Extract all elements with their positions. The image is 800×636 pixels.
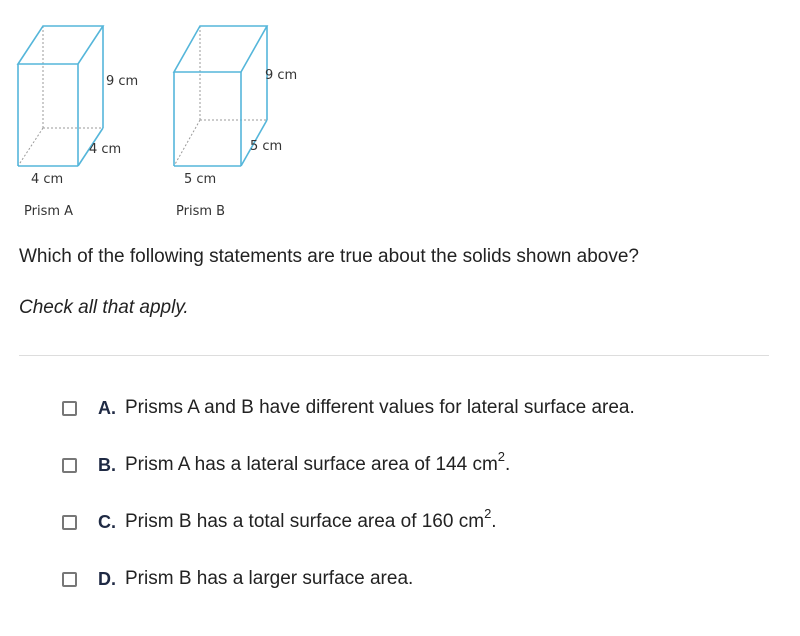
option-c-letter: C. (98, 511, 116, 532)
option-c-superscript: 2 (484, 506, 492, 521)
option-b-statement: Prism A has a lateral surface area of 144 cm (125, 454, 498, 475)
option-c[interactable] (62, 506, 497, 535)
prism-a-depth-label: 4 cm (89, 142, 122, 157)
question-instruction: Check all that apply. (19, 297, 189, 318)
prism-b-name: Prism B (176, 204, 226, 219)
divider (19, 355, 769, 356)
option-c-suffix: . (491, 511, 497, 532)
prism-b-depth-label: 5 cm (250, 139, 283, 154)
option-d-letter: D. (98, 568, 116, 589)
option-c-text (125, 506, 497, 533)
option-d-checkbox[interactable] (62, 572, 77, 587)
option-a-checkbox[interactable] (62, 401, 77, 416)
option-b-superscript: 2 (497, 449, 506, 464)
question-text: Which of the following statements are true about the solids shown above? (19, 246, 639, 267)
option-c-statement: Prism B has a total surface area of 160 cm (125, 511, 485, 532)
prisms-diagram (0, 0, 340, 230)
prism-b-height-label: 9 cm (265, 68, 298, 83)
option-c-checkbox[interactable] (62, 515, 77, 530)
prism-a-height-label: 9 cm (106, 74, 139, 89)
prism-a-name: Prism A (24, 204, 74, 219)
option-a-letter: A. (98, 397, 116, 418)
option-b-suffix: . (505, 454, 511, 475)
option-b-text (125, 449, 511, 476)
option-a[interactable] (62, 395, 635, 421)
option-a-statement: Prisms A and B have different values for lateral surface area. (125, 397, 635, 418)
option-d[interactable] (62, 566, 413, 592)
option-b-checkbox[interactable] (62, 458, 77, 473)
option-b[interactable] (62, 449, 511, 478)
option-d-text (125, 568, 413, 590)
prism-b-width-label: 5 cm (184, 172, 217, 187)
prism-a-top-face (18, 26, 103, 64)
prism-b-hidden-edge (174, 120, 200, 166)
prism-b-top-face (174, 26, 267, 72)
prism-a-width-label: 4 cm (31, 172, 64, 187)
option-a-text (125, 397, 635, 419)
option-d-statement: Prism B has a larger surface area. (125, 568, 414, 589)
option-b-letter: B. (98, 454, 116, 475)
prism-a-hidden-edge (18, 128, 43, 166)
prisms-figure (0, 0, 340, 230)
